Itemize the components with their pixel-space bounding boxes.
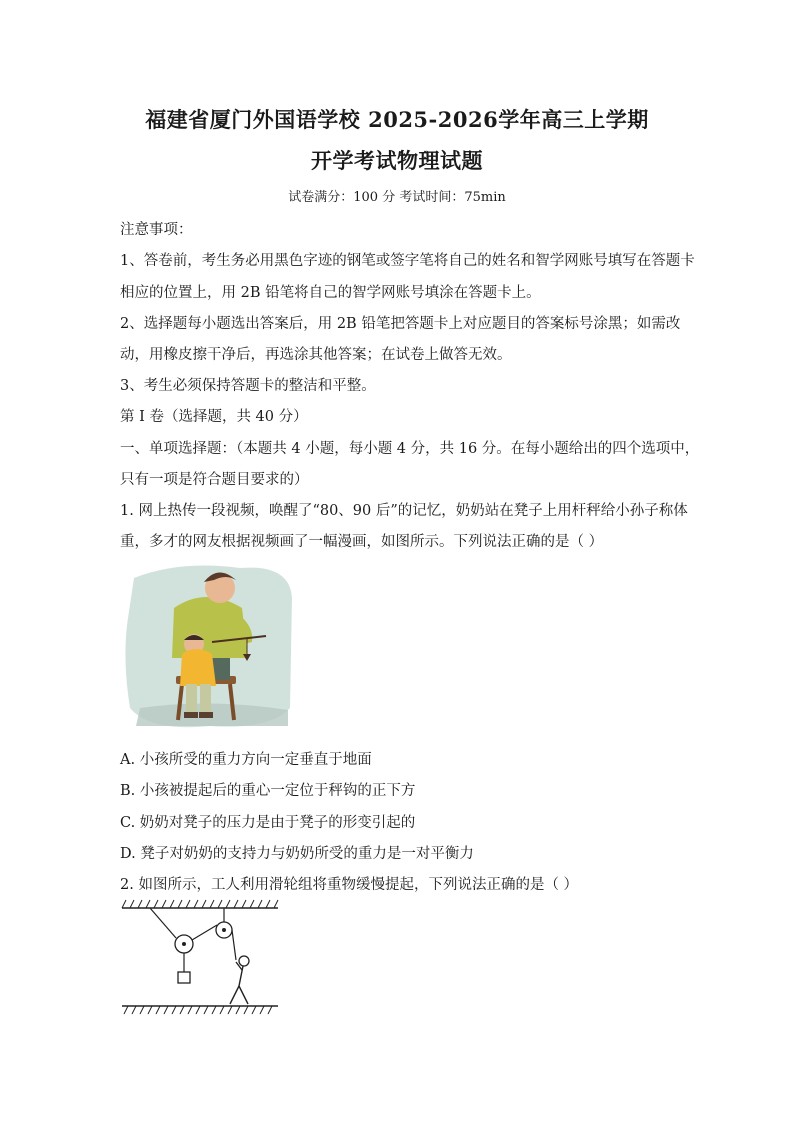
exam-title-line2: 开学考试物理试题 [311, 148, 483, 173]
q1-option-d: D. 凳子对奶奶的支持力与奶奶所受的重力是一对平衡力 [120, 846, 474, 862]
q1-stem-line1: 1. 网上热传一段视频，唤醒了“80、90 后”的记忆，奶奶站在凳子上用杆秤给小孙子称体 [120, 503, 688, 519]
q1-option-b: B. 小孩被提起后的重心一定位于秤钩的正下方 [120, 783, 416, 799]
notice-item-2-line1: 2、选择题每小题选出答案后，用 2B 铅笔把答题卡上对应题目的答案标号涂黑；如需改 [120, 316, 681, 332]
notice-item-3: 3、考生必须保持答题卡的整洁和平整。 [120, 378, 376, 394]
section-part-heading: 第 I 卷（选择题，共 40 分） [120, 409, 308, 425]
exam-meta: 试卷满分：100 分 考试时间：75min [288, 190, 506, 205]
section-desc-line1: 一、单项选择题：（本题共 4 小题，每小题 4 分，共 16 分。在每小题给出的四个选项中， [120, 441, 700, 457]
q2-pulley-diagram [118, 898, 282, 1020]
q2-stem: 2. 如图所示，工人利用滑轮组将重物缓慢提起，下列说法正确的是（ ） [120, 877, 579, 893]
q1-illustration [120, 558, 296, 734]
section-desc-line2: 只有一项是符合题目要求的） [120, 472, 309, 488]
q1-option-c: C. 奶奶对凳子的压力是由于凳子的形变引起的 [120, 815, 416, 831]
notice-item-1-line2: 相应的位置上，用 2B 铅笔将自己的智学网账号填涂在答题卡上。 [120, 285, 541, 301]
q1-stem-line2: 重，多才的网友根据视频画了一幅漫画，如图所示。下列说法正确的是（ ） [120, 534, 604, 550]
notice-item-1-line1: 1、答卷前，考生务必用黑色字迹的钢笔或签字笔将自己的姓名和智学网账号填写在答题卡 [120, 253, 695, 269]
q1-option-a: A. 小孩所受的重力方向一定垂直于地面 [120, 752, 372, 768]
notice-heading: 注意事项： [120, 222, 193, 238]
exam-title-line1: 福建省厦门外国语学校 2025-2026学年高三上学期 [145, 107, 649, 132]
notice-item-2-line2: 动，用橡皮擦干净后，再选涂其他答案；在试卷上做答无效。 [120, 347, 512, 363]
